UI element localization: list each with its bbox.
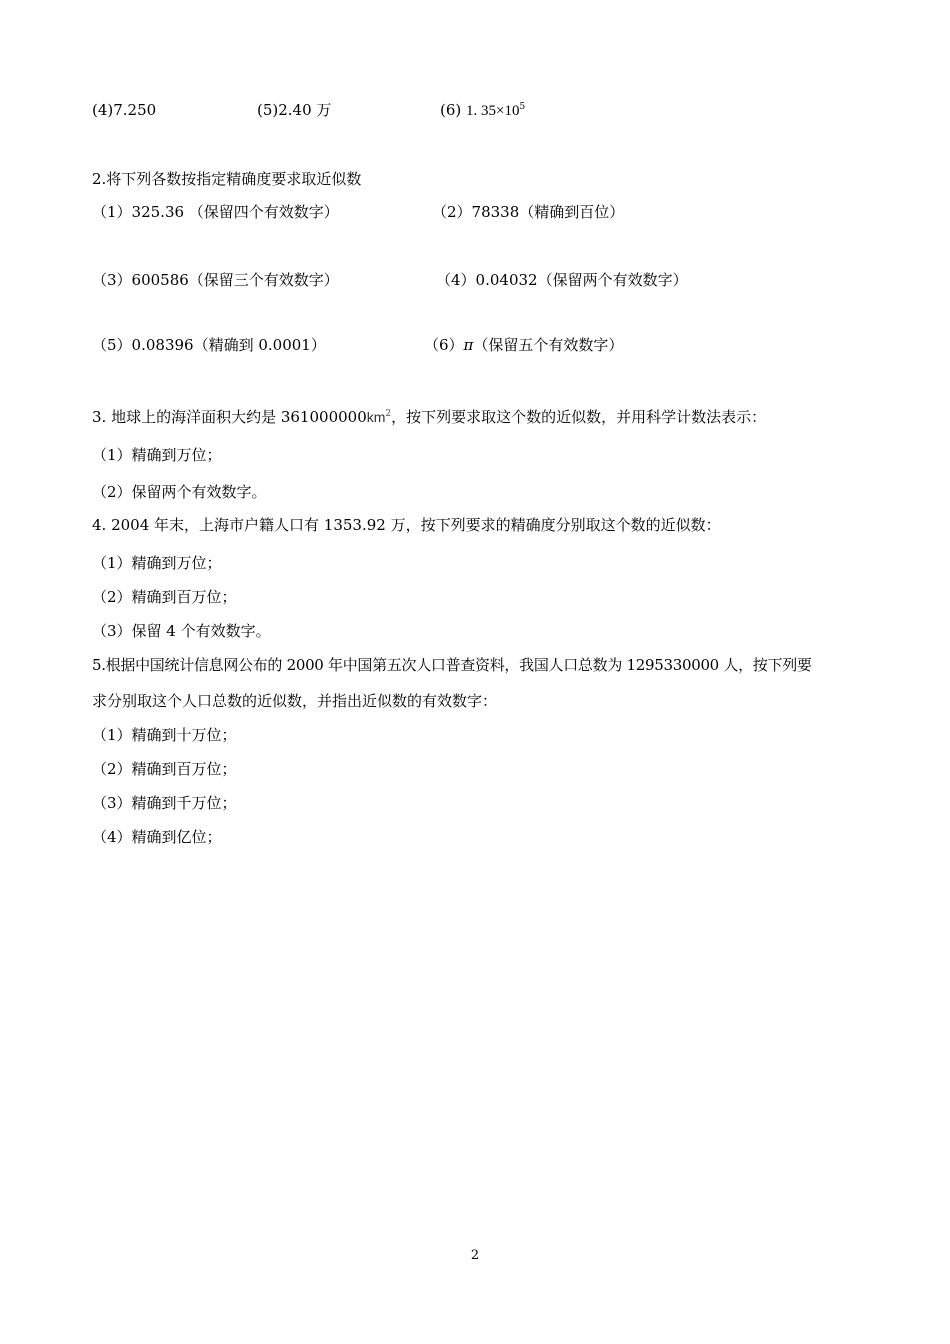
item-4: (4)7.250 [92,101,157,119]
q2-title: 2.将下列各数按指定精确度要求取近似数 [92,170,362,188]
q4-item-2: （2）精确到百万位； [92,588,237,606]
q3-item-2: （2）保留两个有效数字。 [92,483,267,501]
q5-item-3: （3）精确到千万位； [92,794,237,812]
q5-line-1: 5.根据中国统计信息网公布的 2000 年中国第五次人口普查资料，我国人口总数为 1295330000 人，按下列要 [92,656,812,674]
q5-item-4: （4）精确到亿位； [92,828,222,846]
item-6-exponent: 5 [519,102,526,112]
q2-item-5: （5）0.08396（精确到 0.0001） [92,336,326,354]
item-5: (5)2.40 万 [257,101,332,119]
q3-unit-exponent: 2 [385,409,392,419]
q2-item-6 [424,335,623,355]
q4-item-1: （1）精确到万位； [92,554,222,572]
q5-line-2: 求分别取这个人口总数的近似数，并指出近似数的有效数字： [92,692,498,710]
pi-symbol: π [463,336,474,354]
q3-text-after: ，按下列要求取这个数的近似数，并用科学计数法表示： [391,408,767,426]
q2-item-3: （3）600586（保留三个有效数字） [92,271,339,289]
q3-unit: km [366,409,386,425]
q4-text: 4. 2004 年末，上海市户籍人口有 1353.92 万，按下列要求的精确度分别取这个数的近似数： [92,516,721,534]
q2-item-1: （1）325.36 （保留四个有效数字） [92,203,339,221]
q2-item-6-label: （6） [424,336,464,354]
page-number: 2 [470,1248,480,1263]
q3-text-before: 3. 地球上的海洋面积大约是 361000000 [92,408,367,426]
q3-text [92,407,766,427]
item-6 [440,100,525,121]
q2-item-6-text: （保留五个有效数字） [473,336,624,354]
q5-item-2: （2）精确到百万位； [92,760,237,778]
q5-item-1: （1）精确到十万位； [92,726,237,744]
q2-item-2: （2）78338（精确到百位） [432,203,625,221]
q2-item-4: （4）0.04032（保留两个有效数字） [436,271,688,289]
item-6-value: 1. 35×10 [466,103,520,119]
item-6-label: (6) [440,101,467,119]
q4-item-3: （3）保留 4 个有效数字。 [92,622,271,640]
q3-item-1: （1）精确到万位； [92,446,222,464]
